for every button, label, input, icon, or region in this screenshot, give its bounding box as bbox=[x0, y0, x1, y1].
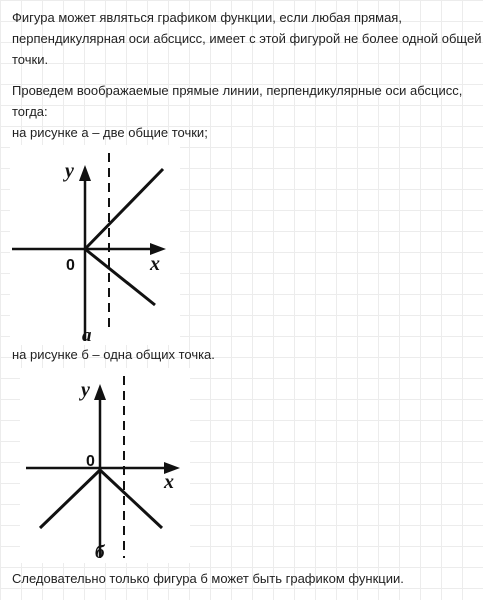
explanation-line-4: Проведем воображаемые прямые линии, перпендикулярные оси абсцисс, bbox=[12, 83, 463, 98]
y-axis-arrow-icon bbox=[79, 165, 91, 181]
left-ray bbox=[40, 470, 100, 528]
origin-label: 0 bbox=[66, 257, 75, 274]
figure-a bbox=[10, 145, 180, 345]
y-axis-arrow-icon bbox=[94, 384, 106, 400]
figure-b-description: на рисунке б – одна общих точка. bbox=[12, 347, 215, 362]
x-axis-label: x bbox=[150, 253, 160, 275]
upper-ray bbox=[85, 169, 163, 249]
figure-a-description: на рисунке а – две общие точки; bbox=[12, 125, 208, 140]
x-axis-label: x bbox=[164, 471, 174, 493]
explanation-line-3: точки. bbox=[12, 52, 49, 67]
y-axis-label: y bbox=[65, 160, 74, 182]
explanation-line-5: тогда: bbox=[12, 104, 48, 119]
explanation-line-2: перпендикулярная оси абсцисс, имеет с этой фигурой не более одной общей bbox=[12, 31, 482, 46]
y-axis-label: y bbox=[81, 379, 90, 401]
figure-caption: б bbox=[95, 542, 105, 563]
right-ray bbox=[100, 470, 162, 528]
lower-ray bbox=[85, 249, 155, 305]
figure-caption: а bbox=[82, 325, 92, 345]
explanation-line-1: Фигура может являться графиком функции, если любая прямая, bbox=[12, 10, 402, 25]
figure-b-graph bbox=[20, 368, 190, 563]
conclusion-line: Следовательно только фигура б может быть графиком функции. bbox=[12, 571, 404, 586]
origin-label: 0 bbox=[86, 453, 95, 470]
figure-b bbox=[20, 368, 190, 563]
figure-a-graph bbox=[10, 145, 180, 345]
